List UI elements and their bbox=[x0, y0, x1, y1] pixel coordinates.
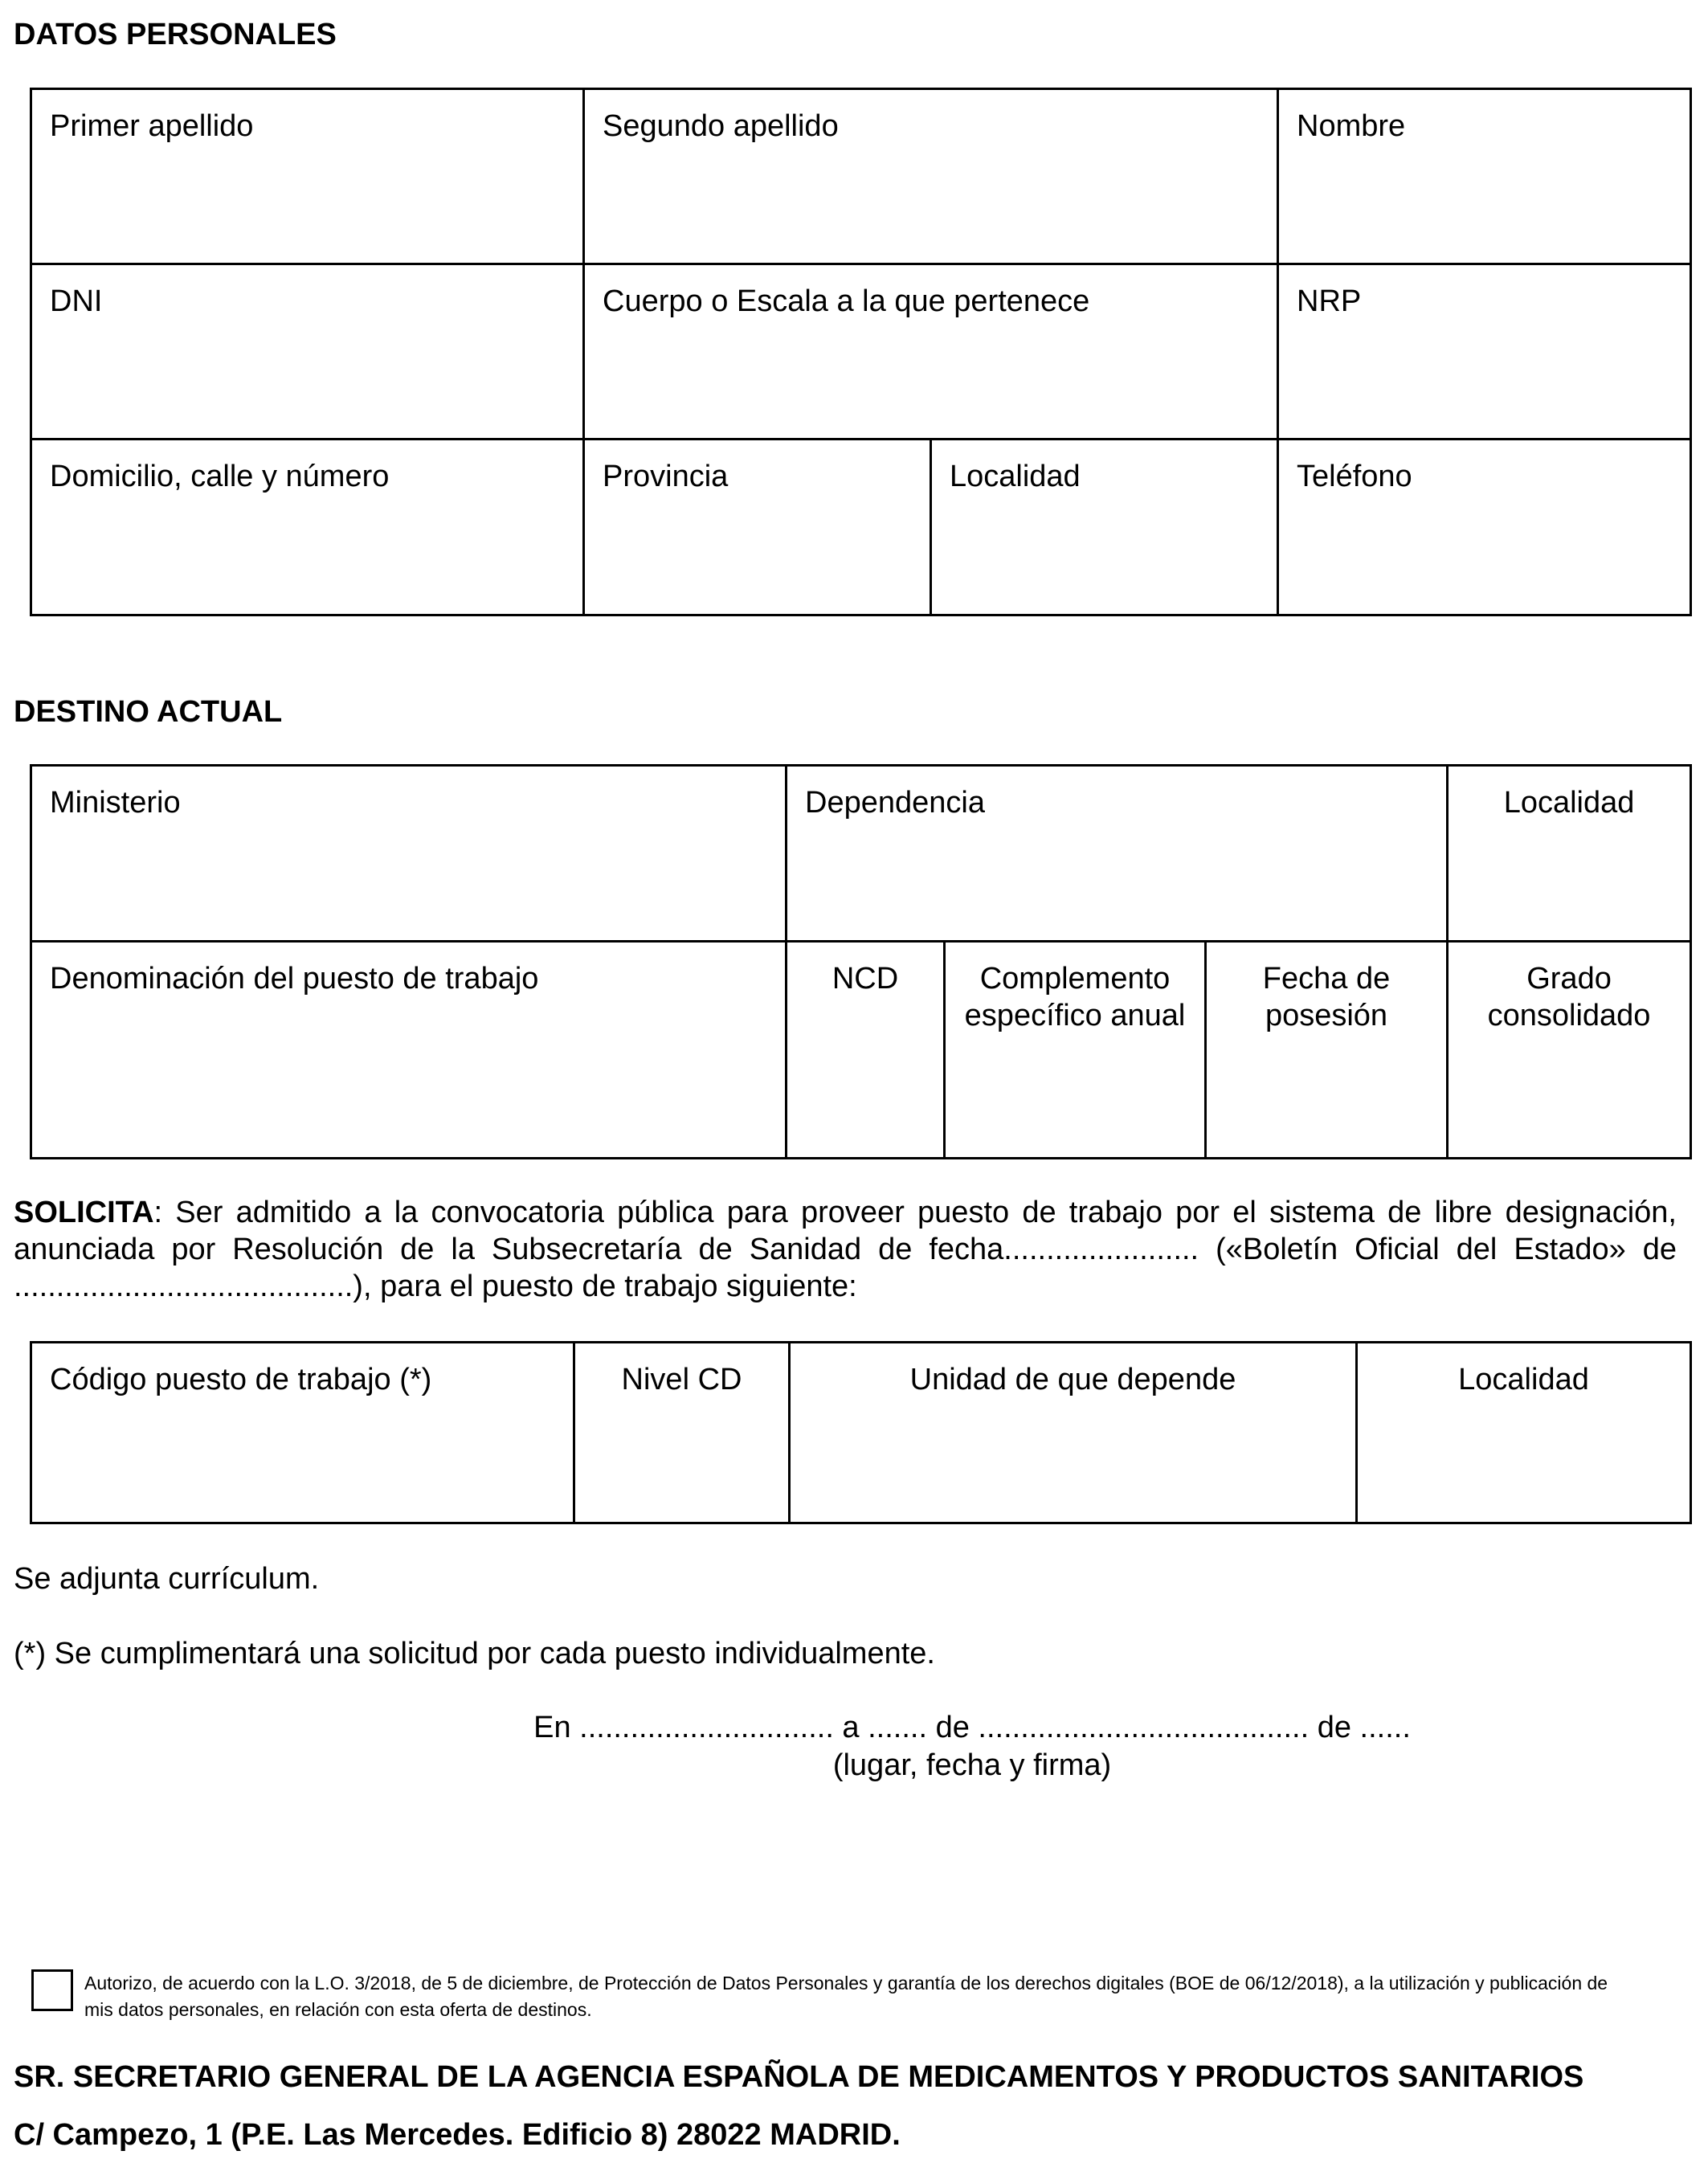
cuerpo-escala-field[interactable] bbox=[584, 264, 1278, 440]
complemento-especifico-field[interactable] bbox=[945, 942, 1206, 1159]
destino-actual-heading: DESTINO ACTUAL bbox=[14, 695, 283, 729]
ncd-label: NCD bbox=[832, 962, 899, 996]
nombre-label: Nombre bbox=[1297, 109, 1406, 143]
nivel-cd-label: Nivel CD bbox=[621, 1363, 742, 1396]
datos-personales-heading: DATOS PERSONALES bbox=[14, 18, 337, 51]
localidad-puesto-field[interactable] bbox=[1357, 1343, 1691, 1523]
localidad-destino-field[interactable] bbox=[1448, 766, 1691, 942]
localidad-personal-label: Localidad bbox=[950, 460, 1081, 493]
grado-consolidado-label: Grado consolidado bbox=[1487, 962, 1651, 1032]
codigo-puesto-field[interactable] bbox=[31, 1343, 574, 1523]
destino-actual-table bbox=[30, 764, 1692, 1159]
complemento-especifico-label: Complemento específico anual bbox=[964, 962, 1186, 1032]
localidad-personal-field[interactable] bbox=[931, 440, 1278, 615]
solicita-text: : Ser admitido a la convocatoria pública para proveer puesto de trabajo por el sistema de libre designación, anunciada por Resolución de la Subsecretaría de Sanidad de fecha....................... («Boletín Oficial del Estado» de ........................................), para el puesto de trabajo siguiente: bbox=[14, 1196, 1677, 1303]
nrp-label: NRP bbox=[1297, 284, 1362, 318]
datos-personales-table bbox=[30, 88, 1692, 616]
nombre-field[interactable] bbox=[1278, 89, 1691, 264]
solicita-paragraph bbox=[14, 1194, 1677, 1305]
unidad-depende-label: Unidad de que depende bbox=[909, 1363, 1236, 1396]
denominacion-puesto-field[interactable] bbox=[31, 942, 787, 1159]
localidad-destino-label: Localidad bbox=[1503, 786, 1635, 820]
telefono-field[interactable] bbox=[1278, 440, 1691, 615]
primer-apellido-label: Primer apellido bbox=[50, 109, 254, 143]
ncd-field[interactable] bbox=[787, 942, 945, 1159]
codigo-puesto-label: Código puesto de trabajo (*) bbox=[50, 1363, 432, 1396]
dependencia-field[interactable] bbox=[787, 766, 1448, 942]
fecha-posesion-field[interactable] bbox=[1206, 942, 1448, 1159]
signature-line: En .............................. a ....... de ....................................... de ...... bbox=[533, 1711, 1411, 1744]
grado-consolidado-field[interactable] bbox=[1448, 942, 1691, 1159]
nrp-field[interactable] bbox=[1278, 264, 1691, 440]
provincia-label: Provincia bbox=[603, 460, 729, 493]
consent-text: Autorizo, de acuerdo con la L.O. 3/2018, de 5 de diciembre, de Protección de Datos Personales y garantía de los derechos digitales (BOE de 06/12/2018), a la utilización y publicación de mis datos personales, en relación con esta oferta de destinos. bbox=[84, 1973, 1608, 2020]
solicita-label: SOLICITA bbox=[14, 1196, 154, 1229]
unidad-depende-field[interactable] bbox=[790, 1343, 1357, 1523]
provincia-field[interactable] bbox=[584, 440, 931, 615]
cuerpo-escala-label: Cuerpo o Escala a la que pertenece bbox=[603, 284, 1090, 318]
segundo-apellido-field[interactable] bbox=[584, 89, 1278, 264]
signature-caption: (lugar, fecha y firma) bbox=[832, 1748, 1112, 1782]
curriculum-note: Se adjunta currículum. bbox=[14, 1562, 320, 1596]
localidad-puesto-label: Localidad bbox=[1458, 1363, 1589, 1396]
dni-label: DNI bbox=[50, 284, 103, 318]
primer-apellido-field[interactable] bbox=[31, 89, 584, 264]
addressee: SR. SECRETARIO GENERAL DE LA AGENCIA ESPAÑOLA DE MEDICAMENTOS Y PRODUCTOS SANITARIOS bbox=[14, 2060, 1584, 2094]
puesto-solicitado-table bbox=[30, 1341, 1692, 1524]
domicilio-label: Domicilio, calle y número bbox=[50, 460, 390, 493]
telefono-label: Teléfono bbox=[1297, 460, 1412, 493]
domicilio-field[interactable] bbox=[31, 440, 584, 615]
footnote: (*) Se cumplimentará una solicitud por cada puesto individualmente. bbox=[14, 1637, 935, 1670]
fecha-posesion-label: Fecha de posesión bbox=[1262, 962, 1391, 1032]
consent-checkbox[interactable] bbox=[31, 1969, 73, 2011]
segundo-apellido-label: Segundo apellido bbox=[603, 109, 839, 143]
dependencia-label: Dependencia bbox=[805, 786, 985, 820]
dni-field[interactable] bbox=[31, 264, 584, 440]
ministerio-field[interactable] bbox=[31, 766, 787, 942]
denominacion-puesto-label: Denominación del puesto de trabajo bbox=[50, 962, 539, 996]
nivel-cd-field[interactable] bbox=[574, 1343, 790, 1523]
address: C/ Campezo, 1 (P.E. Las Mercedes. Edificio 8) 28022 MADRID. bbox=[14, 2118, 901, 2152]
ministerio-label: Ministerio bbox=[50, 786, 181, 820]
